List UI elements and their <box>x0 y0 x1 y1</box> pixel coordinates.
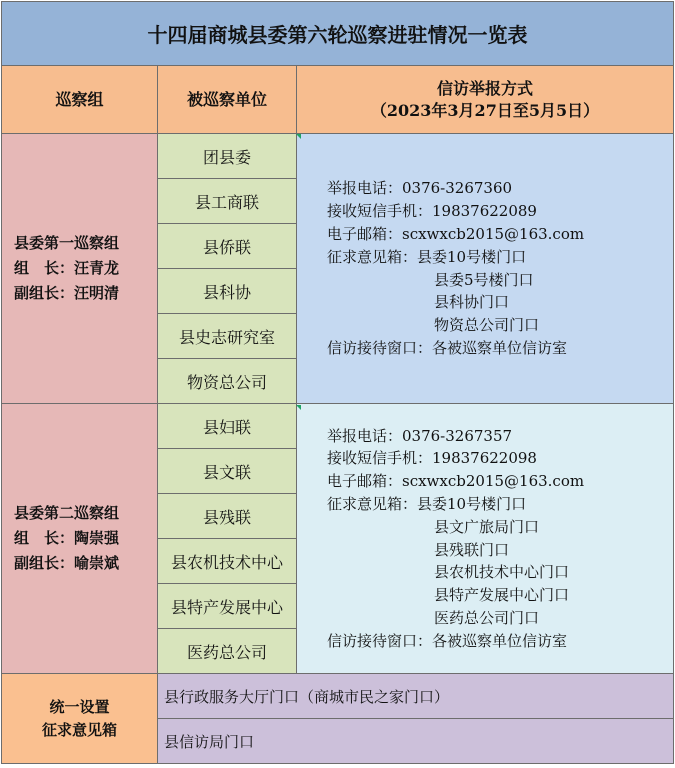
header-unit: 被巡察单位 <box>158 66 297 134</box>
group-2-phone: 举报电话：0376-3267357 <box>327 426 513 445</box>
group-1-cell <box>2 134 158 404</box>
group-1-box-first: 征求意见箱：县委10号楼门口 <box>327 247 527 266</box>
unified-label <box>2 674 158 764</box>
group-2-leader: 组 长：陶崇强 <box>14 529 120 547</box>
group-2-unit: 医药总公司 <box>158 629 297 674</box>
group-1-unit: 县科协 <box>158 269 297 314</box>
group-2-box-first: 征求意见箱：县委10号楼门口 <box>327 494 527 513</box>
group-2-deputy: 副组长：喻崇斌 <box>14 554 120 572</box>
group-2-box: 医药总公司门口 <box>434 608 540 627</box>
unified-box: 县行政服务大厅门口（商城市民之家门口） <box>158 674 674 719</box>
group-1-phone: 举报电话：0376-3267360 <box>327 179 513 198</box>
unified-label-line2: 征求意见箱 <box>41 720 117 739</box>
group-1-name: 县委第一巡察组 <box>14 234 120 252</box>
header-group: 巡察组 <box>2 66 158 134</box>
group-2-unit: 县农机技术中心 <box>158 539 297 584</box>
group-2-box: 县特产发展中心门口 <box>434 586 570 605</box>
header-contact-period: （2023年3月27日至5月5日） <box>370 100 600 120</box>
group-1-box: 县科协门口 <box>434 293 510 312</box>
group-1-unit: 团县委 <box>158 134 297 179</box>
group-1-leader: 组 长：汪青龙 <box>14 259 120 277</box>
group-2-contact <box>297 404 674 674</box>
cell-note-marker <box>296 134 301 139</box>
group-1-unit: 县侨联 <box>158 224 297 269</box>
group-1-unit: 县工商联 <box>158 179 297 224</box>
group-2-email: 电子邮箱：scxwxcb2015@163.com <box>327 472 585 491</box>
group-2-box: 县残联门口 <box>434 540 510 559</box>
group-2-unit: 县特产发展中心 <box>158 584 297 629</box>
group-2-window: 信访接待窗口：各被巡察单位信访室 <box>327 631 568 650</box>
header-contact <box>297 66 674 134</box>
group-2-name: 县委第二巡察组 <box>14 504 120 522</box>
cell-note-marker <box>296 405 301 410</box>
group-2-unit: 县妇联 <box>158 404 297 449</box>
group-2-unit: 县文联 <box>158 449 297 494</box>
page-title: 十四届商城县委第六轮巡察进驻情况一览表 <box>2 2 674 66</box>
group-1-email: 电子邮箱：scxwxcb2015@163.com <box>327 224 585 243</box>
header-contact-title: 信访举报方式 <box>436 78 533 98</box>
group-1-box: 县委5号楼门口 <box>434 270 534 289</box>
group-2-unit: 县残联 <box>158 494 297 539</box>
group-2-cell <box>2 404 158 674</box>
group-1-contact <box>297 134 674 404</box>
group-2-sms: 接收短信手机：19837622098 <box>327 449 537 468</box>
inspection-table <box>1 1 674 764</box>
group-1-unit: 物资总公司 <box>158 359 297 404</box>
group-1-window: 信访接待窗口：各被巡察单位信访室 <box>327 338 568 357</box>
unified-box: 县信访局门口 <box>158 719 674 764</box>
unified-label-line1: 统一设置 <box>49 697 110 716</box>
group-1-box: 物资总公司门口 <box>434 316 540 335</box>
group-2-box: 县文广旅局门口 <box>434 517 540 536</box>
group-1-sms: 接收短信手机：19837622089 <box>327 202 537 221</box>
group-2-box: 县农机技术中心门口 <box>434 563 570 582</box>
group-1-unit: 县史志研究室 <box>158 314 297 359</box>
group-1-deputy: 副组长：汪明清 <box>14 284 120 302</box>
